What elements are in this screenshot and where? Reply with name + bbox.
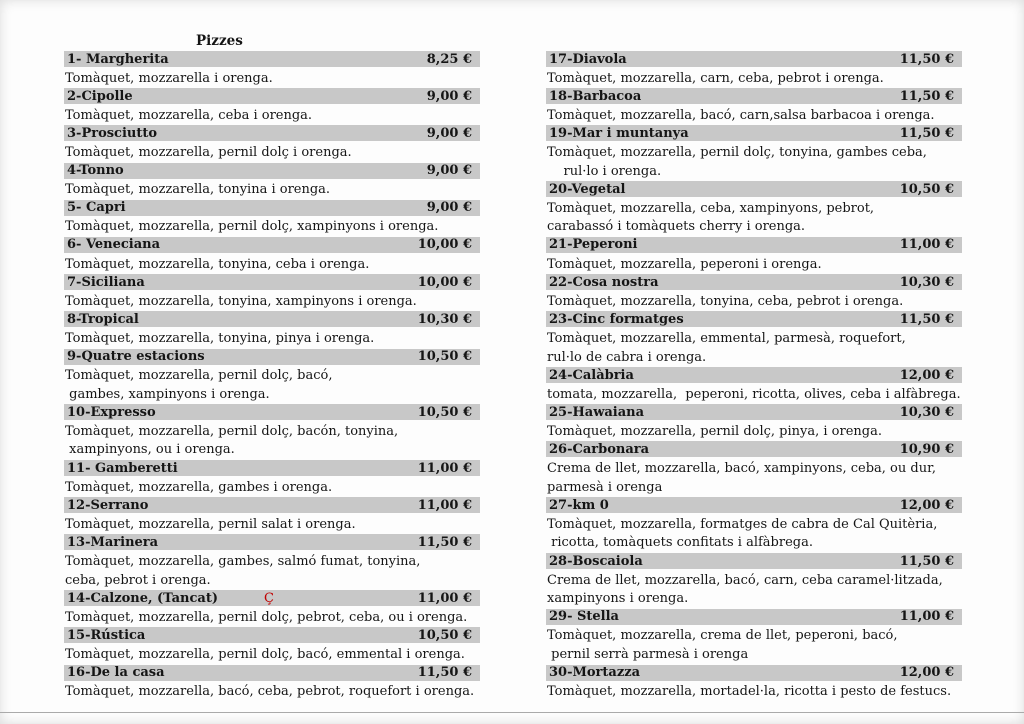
menu-item-price: 11,00 € [417,497,472,513]
menu-item-name: 13-Marinera [67,534,159,550]
menu-item-price: 11,50 € [899,51,954,67]
menu-item-name: 16-De la casa [67,665,165,681]
menu-item [546,553,962,609]
menu-item-price: 10,30 € [899,404,954,420]
menu-item-name: 10-Expresso [67,404,156,420]
menu-item-name: 24-Calàbria [549,367,634,383]
menu-item [546,311,962,367]
menu-item-description-line: Tomàquet, mozzarella, crema de llet, peperoni, bacó, [547,628,898,644]
menu-item-name: 12-Serrano [67,497,149,513]
menu-item [64,460,480,497]
menu-item-header [64,497,480,513]
menu-item-description-line: rul·lo de cabra i orenga. [547,349,707,365]
menu-item-description-line: Tomàquet, mozzarella, pernil dolç, bacó, [65,368,333,384]
menu-item-header [64,627,480,643]
menu-item-name: 9-Quatre estacions [67,349,205,364]
menu-item-header [64,51,480,67]
menu-column-right [546,51,962,702]
menu-item-name: 30-Mortazza [549,665,641,681]
menu-item-name: 26-Carbonara [549,441,650,457]
menu-item-description-line: gambes, xampinyons i orenga. [65,386,270,402]
menu-item-description-line: Tomàquet, mozzarella, pernil dolç, bacón, tonyina, [65,423,399,439]
menu-item-header [546,51,962,67]
menu-item-description-line: Tomàquet, mozzarella, carn, ceba, pebrot i orenga. [547,70,884,86]
menu-item [64,665,480,702]
menu-item-header [64,590,480,606]
menu-item-price: 11,50 € [417,665,472,681]
menu-item-header [546,404,962,420]
menu-item-price: 10,50 € [417,404,472,420]
menu-item-description-line: Tomàquet, mozzarella, ceba, xampinyons, pebrot, [547,200,875,216]
menu-item-description-line: Tomàquet, mozzarella, pernil dolç, pinya, i orenga. [547,423,882,439]
menu-item-header [546,311,962,327]
menu-item-name: 20-Vegetal [549,181,626,197]
menu-item-name: 6- Veneciana [67,237,161,253]
menu-item-header [64,163,480,179]
menu-item [64,237,480,274]
menu-item-header [64,404,480,420]
menu-item [546,404,962,441]
menu-item-description-line: Tomàquet, mozzarella, pernil dolç, tonyina, gambes ceba, [547,144,927,160]
menu-item [546,665,962,702]
menu-item-header [64,237,480,253]
menu-item-description-line: Tomàquet, mozzarella, gambes, salmó fumat, tonyina, [65,554,421,570]
menu-item-price: 10,30 € [417,311,472,327]
menu-item [546,181,962,237]
menu-item-name: 8-Tropical [67,311,139,327]
menu-item-name: 3-Prosciutto [67,125,158,141]
menu-item-name: 17-Diavola [549,51,627,67]
menu-item-name: 5- Capri [67,200,126,216]
menu-item-price: 9,00 € [426,125,472,141]
menu-item-price: 11,00 € [417,590,472,606]
menu-item-price: 11,50 € [899,553,954,569]
menu-item-header [546,609,962,625]
menu-item-description-line: Tomàquet, mozzarella, tonyina, pinya i orenga. [65,330,375,346]
menu-item [64,274,480,311]
menu-item-header [64,665,480,681]
menu-item-description-line: Tomàquet, mozzarella, emmental, parmesà, roquefort, [547,330,906,346]
menu-item [64,163,480,200]
menu-item-description-line: xampinyons i orenga. [547,591,689,607]
menu-item-name: 4-Tonno [67,163,124,179]
menu-item-name: 28-Boscaiola [549,553,643,569]
menu-item [546,274,962,311]
menu-item-header [64,534,480,550]
menu-item-description-line: Tomàquet, mozzarella, tonyina, ceba i orenga. [65,256,370,272]
menu-item-name: 14-Calzone, (Tancat) [67,590,218,606]
menu-item-header [546,367,962,383]
menu-item-header [64,311,480,327]
menu-item-description-line: Crema de llet, mozzarella, bacó, carn, ceba caramel·litzada, [547,572,943,588]
menu-item-description-line: xampinyons, ou i orenga. [65,442,235,458]
menu-item-header [546,441,962,457]
menu-item-description-line: Crema de llet, mozzarella, bacó, xampinyons, ceba, ou dur, [547,461,936,477]
menu-item [64,125,480,162]
menu-item-price: 11,50 € [899,125,954,141]
menu-item-description-line: Tomàquet, mozzarella, ceba i orenga. [65,107,313,123]
menu-item-description-line: tomata, mozzarella, peperoni, ricotta, olives, ceba i alfàbrega. [547,386,961,402]
menu-item-name: 11- Gamberetti [67,460,178,476]
menu-item-header [546,274,962,290]
menu-item-description-line: Tomàquet, mozzarella, tonyina, xampinyons i orenga. [65,293,417,309]
menu-item-price: 11,00 € [899,237,954,253]
menu-item-price: 10,00 € [417,237,472,253]
menu-item-price: 11,00 € [899,609,954,625]
menu-item [546,441,962,497]
menu-item-name: 21-Peperoni [549,237,638,253]
menu-item-description-line: ricotta, tomàquets confitats i alfàbrega. [547,535,813,551]
menu-item [546,125,962,181]
menu-item-description-line: Tomàquet, mozzarella, peperoni i orenga. [547,256,822,272]
page-title: Pizzes [196,33,243,49]
menu-item [64,51,480,88]
menu-item-header [546,181,962,197]
menu-item-header [546,553,962,569]
menu-columns [64,51,962,702]
menu-item [64,88,480,125]
menu-item-name: 1- Margherita [67,51,169,67]
page-bottom-rule [0,712,1024,713]
red-cedilla-mark: Ç [263,590,274,606]
menu-item-price: 8,25 € [426,51,472,67]
menu-item-description-line: Tomàquet, mozzarella i orenga. [65,70,273,86]
menu-item-description-line: Tomàquet, mozzarella, formatges de cabra de Cal Quitèria, [547,516,938,532]
menu-item-name: 25-Hawaiana [549,404,645,420]
menu-item-price: 12,00 € [899,497,954,513]
menu-item-price: 9,00 € [426,163,472,179]
menu-item-name: 7-Siciliana [67,274,145,290]
menu-item-description-line: Tomàquet, mozzarella, mortadel·la, ricotta i pesto de festucs. [547,684,952,700]
menu-item-name: 18-Barbacoa [549,88,642,104]
menu-item [546,497,962,553]
menu-item-header [64,274,480,290]
menu-item [64,311,480,348]
menu-item-description-line: pernil serrà parmesà i orenga [547,647,749,662]
menu-item-price: 9,00 € [426,88,472,104]
menu-item [546,367,962,404]
menu-item-header [64,460,480,476]
menu-item-price: 10,00 € [417,274,472,290]
menu-column-left [64,51,480,702]
menu-item-price: 12,00 € [899,665,954,681]
menu-item-header [546,497,962,513]
menu-item [64,534,480,590]
menu-item [64,497,480,534]
menu-item-price: 10,50 € [417,627,472,643]
menu-item-description-line: Tomàquet, mozzarella, bacó, ceba, pebrot, roquefort i orenga. [65,684,475,700]
menu-item-description-line: Tomàquet, mozzarella, gambes i orenga. [65,479,333,495]
menu-item-name: 27-km 0 [549,497,609,513]
menu-item-description-line: Tomàquet, mozzarella, tonyina i orenga. [65,182,331,198]
menu-item [546,237,962,274]
menu-item-description-line: Tomàquet, mozzarella, pernil salat i orenga. [65,516,356,532]
menu-item [64,627,480,664]
menu-item-price: 11,50 € [417,534,472,550]
menu-item-price: 11,50 € [899,311,954,327]
menu-item-name: 15-Rústica [67,627,146,643]
menu-item-price: 11,00 € [417,460,472,476]
menu-item-description-line: ceba, pebrot i orenga. [65,572,211,588]
menu-item-header [64,349,480,365]
menu-item-description-line: rul·lo i orenga. [547,163,662,179]
menu-item-description-line: carabassó i tomàquets cherry i orenga. [547,219,806,235]
menu-item-name: 22-Cosa nostra [549,274,659,290]
menu-item-price: 11,50 € [899,88,954,104]
menu-item-price: 10,90 € [899,441,954,457]
menu-item [64,200,480,237]
menu-item-name: 23-Cinc formatges [549,311,684,327]
menu-item-name: 2-Cipolle [67,88,133,104]
menu-item-header [64,200,480,216]
menu-item-description-line: Tomàquet, mozzarella, bacó, carn,salsa barbacoa i orenga. [547,107,935,123]
menu-item-name: 29- Stella [549,609,619,625]
menu-item-name: 19-Mar i muntanya [549,125,689,141]
menu-item-description-line: parmesà i orenga [547,479,663,495]
menu-item-description-line: Tomàquet, mozzarella, pernil dolç, bacó, emmental i orenga. [65,647,465,662]
menu-item [64,590,480,627]
menu-item-header [546,237,962,253]
menu-item [546,609,962,665]
menu-item [546,88,962,125]
menu-item-price: 9,00 € [426,200,472,216]
menu-item-header [546,665,962,681]
menu-item-description-line: Tomàquet, mozzarella, pernil dolç, pebrot, ceba, ou i orenga. [65,609,468,625]
menu-item-price: 10,50 € [899,181,954,197]
menu-item-description-line: Tomàquet, mozzarella, pernil dolç, xampinyons i orenga. [65,219,439,235]
menu-item [546,51,962,88]
menu-item-header [546,125,962,141]
menu-item-price: 10,30 € [899,274,954,290]
menu-item-price: 10,50 € [417,349,472,364]
menu-item-header [64,88,480,104]
menu-item [64,349,480,405]
menu-item-price: 12,00 € [899,367,954,383]
menu-item-header [64,125,480,141]
menu-item-description-line: Tomàquet, mozzarella, pernil dolç i orenga. [65,144,352,160]
menu-item-header [546,88,962,104]
menu-item [64,404,480,460]
menu-item-description-line: Tomàquet, mozzarella, tonyina, ceba, pebrot i orenga. [547,293,904,309]
